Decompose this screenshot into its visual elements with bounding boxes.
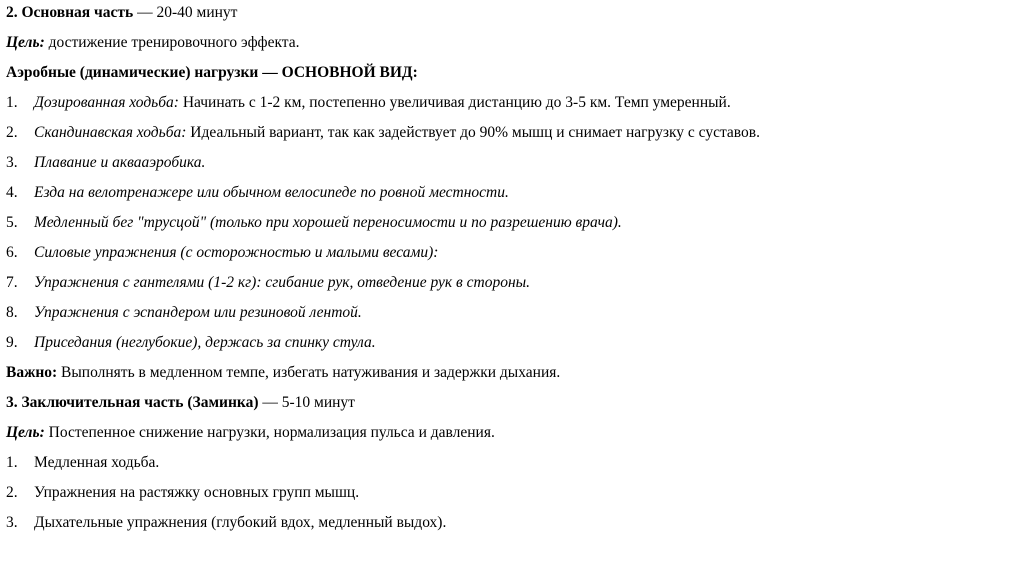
list-item-lead: Дозированная ходьба:	[34, 94, 179, 111]
aerobic-heading: Аэробные (динамические) нагрузки — ОСНОВНОЙ ВИД:	[6, 64, 418, 81]
list-item	[6, 243, 438, 263]
list-item-number: 3.	[6, 154, 18, 171]
final-section-duration: — 5-10 минут	[258, 394, 355, 411]
main-section-title: 2. Основная часть	[6, 4, 134, 21]
list-item-number: 1.	[6, 454, 18, 471]
main-section-heading	[6, 3, 237, 23]
list-item	[6, 93, 731, 113]
list-item-text: Упражнения на растяжку основных групп мышц.	[34, 484, 360, 501]
list-item-number: 5.	[6, 214, 18, 231]
list-item-lead: Скандинавская ходьба:	[34, 124, 187, 141]
list-item	[6, 273, 530, 293]
list-item-number: 7.	[6, 274, 18, 291]
list-item-text: Дыхательные упражнения (глубокий вдох, медленный выдох).	[34, 514, 447, 531]
list-item-text: Начинать с 1-2 км, постепенно увеличивая дистанцию до 3-5 км. Темп умеренный.	[178, 94, 731, 111]
list-item-lead: Приседания (неглубокие), держась за спинку стула.	[34, 334, 376, 351]
list-item-number: 4.	[6, 184, 18, 201]
main-goal-label: Цель:	[6, 34, 45, 51]
list-item	[6, 123, 760, 143]
list-item-number: 2.	[6, 124, 18, 141]
list-item-number: 2.	[6, 484, 18, 501]
main-goal-text: достижение тренировочного эффекта.	[44, 34, 300, 51]
list-item	[6, 483, 359, 503]
important-text: Выполнять в медленном темпе, избегать натуживания и задержки дыхания.	[57, 364, 561, 381]
final-goal-text: Постепенное снижение нагрузки, нормализация пульса и давления.	[44, 424, 495, 441]
list-item-lead: Медленный бег "трусцой" (только при хорошей переносимости и по разрешению врача).	[34, 214, 622, 231]
list-item-lead: Езда на велотренажере или обычном велосипеде по ровной местности.	[34, 184, 509, 201]
list-item-number: 8.	[6, 304, 18, 321]
important-label: Важно:	[6, 364, 58, 381]
final-section-title: 3. Заключительная часть (Заминка)	[6, 394, 259, 411]
main-section-duration: — 20-40 минут	[133, 4, 238, 21]
list-item-lead: Упражнения с гантелями (1-2 кг): сгибание рук, отведение рук в стороны.	[34, 274, 531, 291]
important-note	[6, 363, 560, 383]
list-item-number: 1.	[6, 94, 18, 111]
final-goal-label: Цель:	[6, 424, 45, 441]
list-item-text: Идеальный вариант, так как задействует до 90% мышц и снимает нагрузку с суставов.	[186, 124, 760, 141]
list-item	[6, 213, 622, 233]
list-item	[6, 453, 159, 473]
list-item-text: Медленная ходьба.	[34, 454, 160, 471]
list-item-lead: Упражнения с эспандером или резиновой лентой.	[34, 304, 362, 321]
final-goal-line	[6, 423, 495, 443]
list-item-number: 6.	[6, 244, 18, 261]
list-item	[6, 183, 509, 203]
list-item	[6, 303, 362, 323]
final-section-heading	[6, 393, 355, 413]
list-item	[6, 513, 446, 533]
list-item-number: 9.	[6, 334, 18, 351]
list-item-lead: Силовые упражнения (с осторожностью и малыми весами):	[34, 244, 439, 261]
list-item	[6, 153, 205, 173]
list-item	[6, 333, 376, 353]
main-goal-line	[6, 33, 300, 53]
list-item-number: 3.	[6, 514, 18, 531]
list-item-lead: Плавание и аквааэробика.	[34, 154, 206, 171]
